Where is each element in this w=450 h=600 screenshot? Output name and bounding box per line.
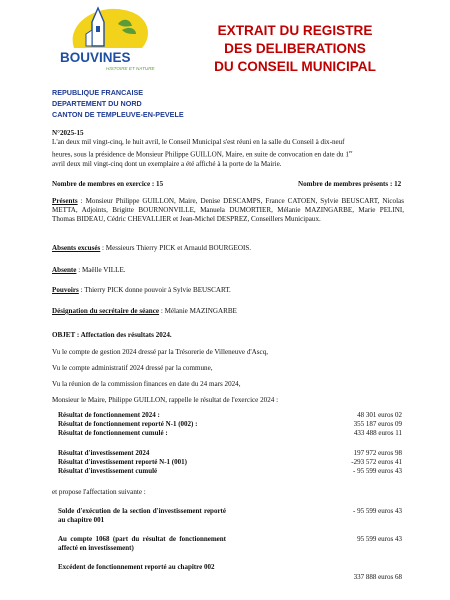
whereas-2: Vu le compte administratif 2024 dressé par la commune, [52, 364, 213, 372]
members-present: Nombre de membres présents : 12 [298, 180, 402, 188]
intro-paragraph [52, 138, 404, 169]
logo-tagline: HISTOIRE ET NATURE [106, 66, 155, 71]
logo-yellow-shape [73, 9, 148, 48]
title-line-3: DU CONSEIL MUNICIPAL [214, 59, 376, 74]
whereas-1: Vu le compte de gestion 2024 dressé par la Trésorerie de Villeneuve d'Ascq, [52, 348, 269, 356]
result-row: Résultat de fonctionnement cumulé : 433 488 euros 11 [58, 429, 402, 437]
municipality-logo [56, 4, 164, 72]
title-line-2: DES DELIBERATIONS [224, 41, 366, 56]
result-row: Résultat d'investissement cumulé - 95 599 euros 43 [58, 467, 402, 475]
admin-canton: CANTON DE TEMPLEUVE-EN-PEVELE [52, 110, 184, 119]
proxies: Pouvoirs : Thierry PICK donne pouvoir à Sylvie BEUSCART. [52, 286, 231, 294]
admin-republic: REPUBLIQUE FRANCAISE [52, 88, 144, 97]
result-row: Résultat d'investissement 2024 197 972 euros 98 [58, 449, 402, 457]
proposal-intro: et propose l'affectation suivante : [52, 488, 146, 496]
intro-line-2: heures, sous la présidence de Monsieur Philippe GUILLON, Maire, en suite de convocation en date du 1er [52, 149, 353, 159]
presents-text: : Monsieur Philippe GUILLON, Maire, Denise DESCAMPS, France CATOEN, Sylvie BEUSCART, Nicolas METTA, Adjoints, Brigitte BOURNONVILLE, Manuela DUMORTIER, Mélanie MAZINGARBE, Marie PELINI, Thomas BIDEAU, Cédric CHEVALLIER et Jean-Michel DESPREZ, Conseillers Municipaux. [52, 197, 404, 224]
intro-line-3: avril deux mil vingt-cinq dont un exemplaire a été affiché à la porte de la Mairie. [52, 159, 282, 168]
title-line-1: EXTRAIT DU REGISTRE [217, 23, 373, 38]
result-row: Résultat de fonctionnement 2024 : 48 301 euros 02 [58, 411, 402, 419]
presents-paragraph [52, 197, 404, 224]
presents-label: Présents [52, 197, 78, 205]
administrative-header [52, 87, 184, 120]
subject: OBJET : Affectation des résultats 2024. [52, 331, 172, 339]
document-title [180, 22, 410, 76]
absent: Absente : Maëlle VILLE. [52, 266, 126, 274]
whereas-3: Vu la réunion de la commission finances en date du 24 mars 2024, [52, 380, 241, 388]
excused-absents: Absents excusés : Messieurs Thierry PICK et Arnauld BOURGEOIS. [52, 244, 252, 252]
members-in-exercise: Nombre de membres en exercice : 15 [52, 180, 164, 188]
session-secretary: Désignation du secrétaire de séance : Mélanie MAZINGARBE [52, 307, 237, 315]
intro-line-1: L'an deux mil vingt-cinq, le huit avril, le Conseil Municipal s'est réuni en la salle du Conseil à dix-neuf [52, 138, 345, 146]
result-row: Résultat de fonctionnement reporté N-1 (002) : 355 187 euros 09 [58, 420, 402, 428]
admin-department: DEPARTEMENT DU NORD [52, 99, 142, 108]
mayor-recall: Monsieur le Maire, Philippe GUILLON, rappelle le résultat de l'exercice 2024 : [52, 396, 279, 404]
deliberation-number: N°2025-15 [52, 129, 84, 137]
logo-name: BOUVINES [60, 50, 131, 65]
result-row: Résultat d'investissement reporté N-1 (001) -293 572 euros 41 [58, 458, 402, 466]
logo-graphic [56, 4, 164, 72]
